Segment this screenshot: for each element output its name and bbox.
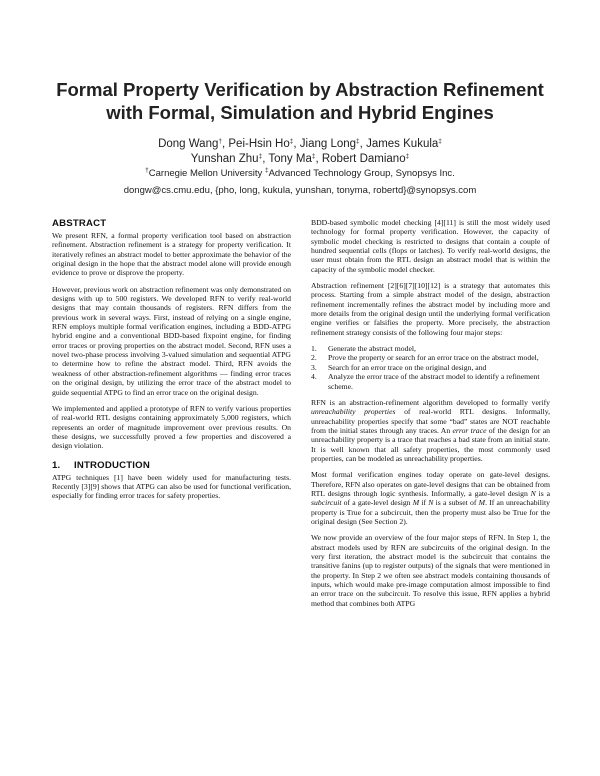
italic-term: subcircuit	[311, 498, 342, 508]
abstract-heading: ABSTRACT	[52, 218, 107, 229]
author-name: Dong Wang	[158, 138, 219, 150]
author-name: James Kukula	[366, 138, 439, 150]
author-name: Robert Damiano	[321, 153, 406, 165]
affiliation-mark: ‡	[405, 153, 410, 160]
body-paragraph-rfn: RFN is an abstraction-refinement algorithm developed to formally verify unreachability properties of real-world RTL designs. Informally, unreachability properties specify that some “bad” states are NOT reachable from the initial states through any traces. An error trace of the design for an unreachability property is a trace that reaches a bad state from an initial state. It is well known that all safety properties, the most commonly used properties, can be modeled as unreachability properties.	[311, 397, 550, 463]
author-list	[40, 137, 560, 167]
affiliations	[40, 168, 560, 180]
author-name: Jiang Long	[299, 138, 357, 150]
left-column	[52, 218, 291, 508]
affiliation-synopsys: Advanced Technology Group, Synopsys Inc.	[268, 168, 455, 179]
body-paragraph-refinement: Abstraction refinement [2][6][7][10][12] is a strategy that automates this process. Starting from a simple abstract model of the design, abstraction refinement incrementally refines the abstract model by including more and more details from the original design until the underlying formal verification engine verifies or falsifies the property. More precisely, the abstraction refinement strategy consists of the following four major steps:	[311, 281, 550, 337]
affiliation-mark: ‡	[356, 138, 360, 145]
affiliation-mark: ‡	[289, 138, 294, 145]
author-line-2: Yunshan Zhu‡, Tony Ma‡, Robert Damiano‡	[190, 153, 410, 165]
section-number: 1.	[52, 459, 61, 471]
affiliation-cmu: Carnegie Mellon University	[148, 168, 263, 179]
abstract-paragraph-3: We implemented and applied a prototype of RFN to verify various properties of real-world RTL designs containing approximately 5,000 registers, which represents an order of magnitude improvement over previous results. On these designs, we successfully proved a few properties and discovered a design violation.	[52, 403, 291, 451]
step-item: 4. Analyze the error trace of the abstract model to identify a refinement scheme.	[311, 372, 540, 391]
body-paragraph-symbolic: BDD-based symbolic model checking [4][11] is still the most widely used technology for formal property verification. However, the capacity of symbolic model checking is restricted to designs that contain a couple of hundred sequential cells (flops or latches). To verify real-world designs, the user must obtain from the RTL design an abstract model that is within the capacity of the symbolic model checker.	[311, 218, 550, 274]
abstract-paragraph-1: We present RFN, a formal property verification tool based on abstraction refinement. Abstraction refinement is a strategy for property verification. It iteratively refines an abstract model to better approximate the behavior of the original design in the hope that the abstract model alone will provide enough evidence to prove or disprove the property.	[52, 231, 291, 278]
steps-list	[311, 344, 550, 391]
author-emails: dongw@cs.cmu.edu, {pho, long, kukula, yunshan, tonyma, robertd}@synopsys.com	[123, 185, 477, 196]
step-item: 1. Generate the abstract model,	[311, 344, 416, 354]
affiliation-mark: ‡	[438, 138, 442, 145]
affiliation-mark: ‡	[264, 167, 269, 174]
author-name: Tony Ma	[268, 153, 312, 165]
intro-paragraph-1: ATPG techniques [1] have been widely used for manufacturing tests. Recently [3][9] shows that ATPG can also be used for functional verification, especially for finding error traces for safety properties.	[52, 472, 291, 501]
author-line-1: Dong Wang†, Pei-Hsin Ho‡, Jiang Long‡, James Kukula‡	[158, 138, 442, 150]
step-item: 2. Prove the property or search for an error trace on the abstract model,	[311, 353, 539, 363]
section-title: INTRODUCTION	[74, 459, 150, 471]
affiliation-mark: ‡	[311, 153, 316, 160]
title-line-2: with Formal, Simulation and Hybrid Engines	[106, 102, 494, 123]
author-name: Yunshan Zhu	[190, 153, 259, 165]
body-paragraph-overview: We now provide an overview of the four major steps of RFN. In Step 1, the abstract models used by RFN are subcircuits of the original design. In the very first iteration, the abstract model is the subcircuit that contains the transitive fanins (up to register outputs) of the signals that were mentioned in the property. In Step 2 we often see abstract models containing thousands of inputs, which would make pre-image computation almost impossible to find an error trace on the subcircuit. To resolve this issue, RFN applies a hybrid method that combines both ATPG	[311, 533, 550, 608]
affiliation-mark: †	[218, 138, 222, 145]
title-line-1: Formal Property Verification by Abstraction Refinement	[56, 79, 544, 100]
affiliation-mark: †	[145, 167, 149, 174]
body-paragraph-gate-level: Most formal verification engines today operate on gate-level designs. Therefore, RFN also operates on gate-level designs that can be obtained from RTL designs through logic synthesis. Informally, a gate-level design N is a subcircuit of a gate-level design M if N is a subset of M. If an unreachability property is True for a subcircuit, then the property must also be True for the original design (See Section 2).	[311, 470, 550, 526]
author-name: Pei-Hsin Ho	[228, 138, 290, 150]
italic-term: unreachability properties	[311, 407, 396, 417]
affiliation-mark: ‡	[258, 153, 263, 160]
introduction-heading	[52, 460, 291, 472]
abstract-paragraph-2: However, previous work on abstraction refinement was only demonstrated on designs with up to 500 registers. We developed RFN to verify real-world designs that may contain thousands of registers. RFN differs from the previous work in several ways. First, instead of relying on a single engine, RFN employs multiple formal verification engines, including a BDD-ATPG hybrid engine and a conventional BDD-based fixpoint engine, for finding error traces or proving properties on the abstract model. Second, RFN uses a novel two-phase process involving 3-valued simulation and sequential ATPG to determine how to refine the abstract model. Third, RFN avoids the weakness of other abstraction-refinement algorithms — finding error traces on the original design, by utilizing the error trace of the abstract model to guide sequential ATPG to find an error trace on the original design.	[52, 284, 291, 397]
step-item: 3. Search for an error trace on the original design, and	[311, 362, 487, 372]
italic-term: error trace	[452, 425, 487, 435]
right-column	[311, 218, 550, 615]
paper-title	[40, 78, 560, 124]
